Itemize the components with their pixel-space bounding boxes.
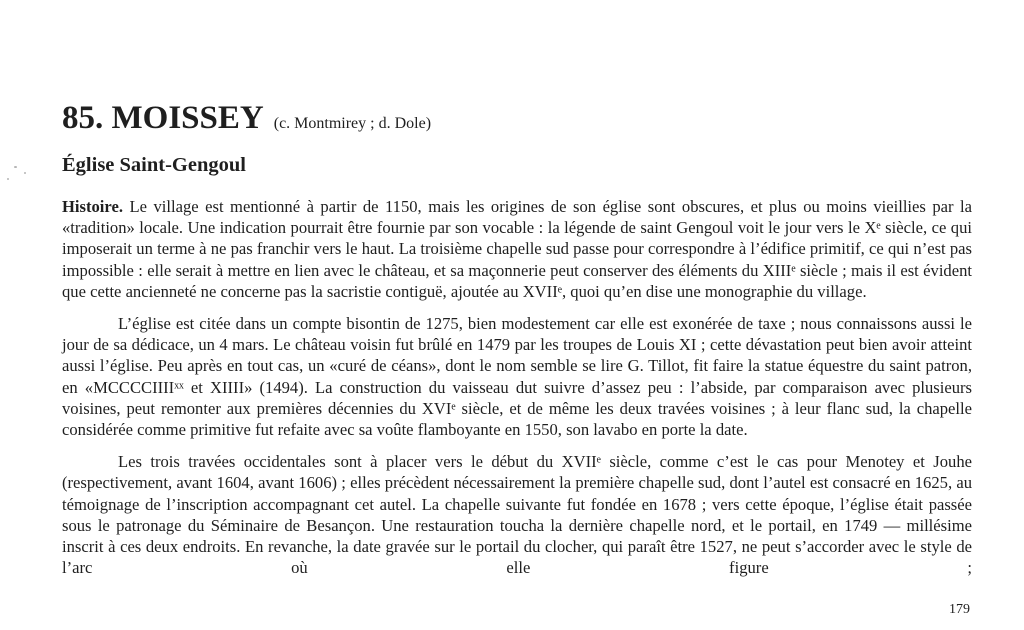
paragraph-text: L’église est citée dans un compte bisontin de 1275, bien modestement car elle est exonérée de taxe ; nous connaissons aussi le jour de sa dédicace, un 4 mars. Le château voisin fut brûlé en 1479 par les troupes de Louis XI ; cette dévastation peut bien avoir atteint aussi l’église. Peu après en tout cas, un «curé de céans», dont le nom semble se lire G. Tillot, fit faire la statue équestre du saint patron, en «MCCCCIIIIˣˣ et XIIII» (1494). La construction du vaisseau dut suivre d’assez peu : l’abside, par comparaison avec plusieurs voisines, peut remonter aux premières décennies du XVIᵉ siècle, et de même les deux travées voisines ; à leur flanc sud, la chapelle considérée comme primitive fut refaite avec sa voûte flamboyante en 1550, son lavabo en porte la date. bbox=[62, 314, 972, 440]
entry-heading bbox=[62, 98, 431, 144]
page-number: 179 bbox=[949, 602, 970, 617]
entry-number: 85. bbox=[62, 100, 104, 136]
entry-location: (c. Montmirey ; d. Dole) bbox=[273, 115, 432, 132]
paragraph bbox=[62, 451, 972, 578]
paper-speck bbox=[7, 178, 9, 180]
paragraph-history bbox=[62, 196, 972, 302]
paragraph-text: Les trois travées occidentales sont à placer vers le début du XVIIᵉ siècle, comme c’est le cas pour Menotey et Jouhe (respectivement, avant 1604, avant 1606) ; elles précèdent nécessairement la première chapelle sud, dont l’autel est consacré en 1625, au témoignage de l’inscription accompagnant cet autel. La chapelle suivante fut fondée en 1678 ; vers cette époque, l’église était passée sous le patronage du Séminaire de Besançon. Une restauration toucha la dernière chapelle nord, et le portail, en 1749 — millésime inscrit à ces deux endroits. En revanche, la date gravée sur le portail du clocher, qui paraît être 1527, ne peut s’accorder avec le style de l’arc où elle figure ; bbox=[62, 452, 972, 578]
paper-speck bbox=[24, 172, 26, 174]
paragraph-text: Le village est mentionné à partir de 1150, mais les origines de son église sont obscures, et plus ou moins vieillies par la «tradition» locale. Une indication pourrait être fournie par son vocable : la légende de saint Gengoul voit le jour vers le Xᵉ siècle, ce qui imposerait un terme à ne pas franchir vers le haut. La troisième chapelle sud passe pour correspondre à l’édifice primitif, ce qui n’est pas impossible : elle serait à mettre en lien avec le château, et sa maçonnerie peut conserver des éléments du XIIIᵉ siècle ; mais il est évident que cette ancienneté ne concerne pas la sacristie contiguë, ajoutée au XVIIᵉ, quoi qu’en dise une monographie du village. bbox=[62, 197, 973, 301]
entry-name: MOISSEY bbox=[111, 100, 263, 136]
church-title: Église Saint-Gengoul bbox=[62, 154, 246, 176]
history-label: Histoire. bbox=[62, 197, 123, 216]
body-text bbox=[62, 196, 972, 589]
book-page bbox=[62, 0, 972, 630]
paper-speck bbox=[14, 166, 17, 168]
paragraph bbox=[62, 313, 972, 440]
